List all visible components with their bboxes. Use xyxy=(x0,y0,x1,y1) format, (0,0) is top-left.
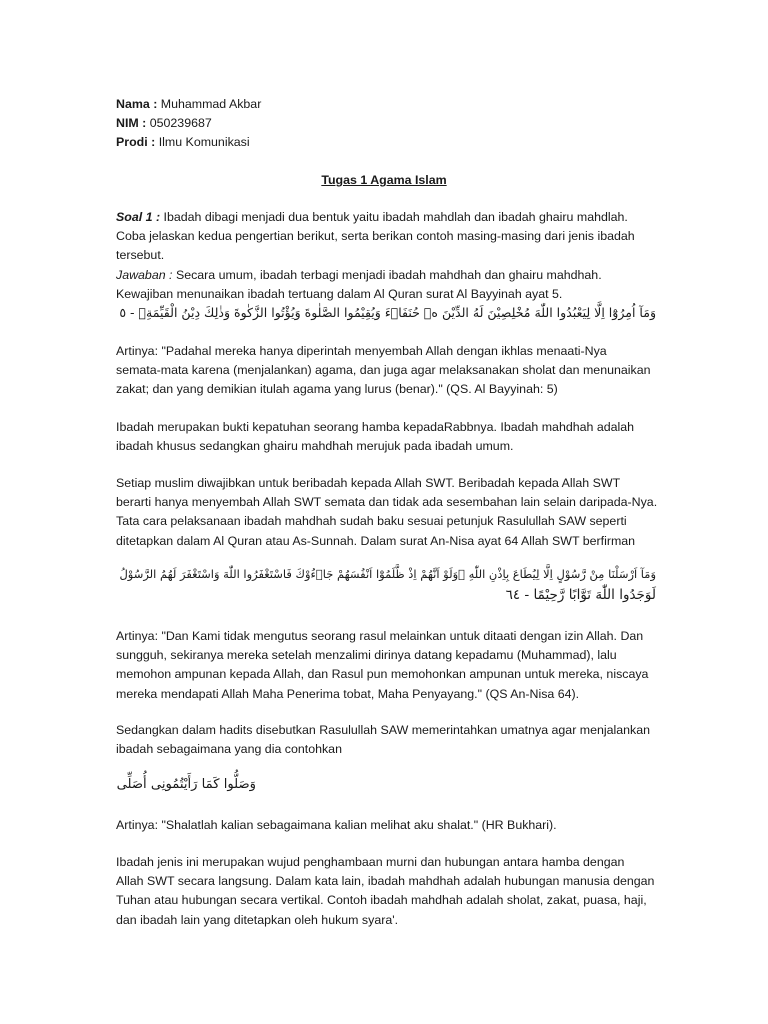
prodi-label: Prodi : xyxy=(116,135,156,150)
soal-line-2: Coba jelaskan kedua pengertian berikut, serta berikan contoh masing-masing dari jenis ibadah xyxy=(116,229,635,244)
soal-text-1: Ibadah dibagi menjadi dua bentuk yaitu ibadah mahdlah dan ibadah ghairu mahdlah. xyxy=(163,210,628,224)
translation-al-bayyinah xyxy=(116,342,656,400)
arabic-verse-al-bayyinah: وَمَآ اُمِرُوْٓا اِلَّا لِيَعْبُدُوا اللّٰهَ مُخْلِصِيْنَ لَهُ الدِّيْنَ ەۙ حُنَفَاۤءَ وَيُقِيْمُوا الصَّلٰوةَ وَيُؤْتُوا الزَّكٰوةَ وَذٰلِكَ دِيْنُ الْقَيِّمَةِۗ - ٥ xyxy=(119,305,656,320)
translation-hadith xyxy=(116,816,656,835)
paragraph-line: berarti hanya menyembah Allah SWT semata dan tidak ada sesembahan lain selain daripada-Nya. xyxy=(116,495,658,510)
question-block xyxy=(116,208,656,304)
identity-header xyxy=(116,95,656,153)
soal-label: Soal 1 : xyxy=(116,210,161,224)
jawaban-line-2: Kewajiban menunaikan ibadah tertuang dalam Al Quran surat Al Bayyinah ayat 5. xyxy=(116,286,563,301)
translation-line: sungguh, sekiranya mereka setelah menzalimi dirinya datang kepadamu (Muhammad), lalu xyxy=(116,648,617,663)
translation-line: semata-mata karena (menjalankan) agama, dan juga agar melaksanakan sholat dan menunaikan xyxy=(116,363,651,378)
paragraph-line: ibadah khusus sedangkan ghairu mahdhah merujuk pada ibadah umum. xyxy=(116,439,514,454)
paragraph-line: Tata cara pelaksanaan ibadah mahdhah sudah baku sesuai petunjuk Rasulullah SAW seperti xyxy=(116,514,627,529)
jawaban-text-1: Secara umum, ibadah terbagi menjadi ibadah mahdhah dan ghairu mahdhah. xyxy=(175,267,602,282)
paragraph-line: Tuhan atau hubungan secara vertikal. Contoh ibadah mahdhah adalah sholat, zakat, puasa, haji, xyxy=(116,893,647,908)
nim-line xyxy=(116,114,656,133)
paragraph-3 xyxy=(116,721,656,759)
arabic-hadith: وَصَلُّوا كَمَا رَأَيْتُمُونِى أُصَلِّى xyxy=(116,777,256,792)
arabic-verse-line-1: وَمَآ اَرْسَلْنَا مِنْ رَّسُوْلٍ اِلَّا لِيُطَاعَ بِاِذْنِ اللّٰهِ ۗوَلَوْ اَنَّهُمْ اِذْ ظَّلَمُوْٓا اَنْفُسَهُمْ جَاۤءُوْكَ فَاسْتَغْفَرُوا اللّٰهَ وَاسْتَغْفَرَ لَهُمُ الرَّسُوْلُ xyxy=(119,567,656,581)
soal-line-3: tersebut. xyxy=(116,248,165,263)
paragraph-line: ibadah sebagaimana yang dia contohkan xyxy=(116,742,342,757)
paragraph-line: dan ibadah lain yang ditetapkan oleh hukum syara'. xyxy=(116,912,399,927)
prodi-line xyxy=(116,133,656,152)
paragraph-line: Setiap muslim diwajibkan untuk beribadah kepada Allah SWT. Beribadah kepada Allah SWT xyxy=(116,476,621,490)
nama-value: Muhammad Akbar xyxy=(160,97,262,111)
arabic-verse-line-2: لَوَجَدُوا اللّٰهَ تَوَّابًا رَّحِيْمًا - ٦٤ xyxy=(505,587,656,603)
translation-line: Artinya: "Dan Kami tidak mengutus seorang rasul melainkan untuk ditaati dengan izin Allah. Dan xyxy=(116,629,644,643)
page-title: Tugas 1 Agama Islam xyxy=(321,173,447,187)
paragraph-line: Ibadah jenis ini merupakan wujud penghambaan murni dan hubungan antara hamba dengan xyxy=(116,855,625,869)
nama-line xyxy=(116,95,656,114)
paragraph-line: ditetapkan dalam Al Quran atau As-Sunnah. Dalam surat An-Nisa ayat 64 Allah SWT berfirman xyxy=(116,533,636,548)
translation-an-nisa xyxy=(116,627,656,704)
translation-line: Artinya: "Shalatlah kalian sebagaimana kalian melihat aku shalat." (HR Bukhari). xyxy=(116,818,557,832)
translation-line: Artinya: "Padahal mereka hanya diperintah menyembah Allah dengan ikhlas menaati-Nya xyxy=(116,344,607,358)
soal-line-1 xyxy=(116,208,656,227)
translation-line: mereka mendapati Allah Maha Penerima tobat, Maha Penyayang." (QS An-Nisa 64). xyxy=(116,686,580,701)
paragraph-line: Ibadah merupakan bukti kepatuhan seorang hamba kepadaRabbnya. Ibadah mahdhah adalah xyxy=(116,420,635,434)
title-row xyxy=(0,171,768,190)
paragraph-2 xyxy=(116,474,656,551)
jawaban-line-1 xyxy=(116,266,656,285)
paragraph-line: Sedangkan dalam hadits disebutkan Rasulullah SAW memerintahkan umatnya agar menjalankan xyxy=(116,723,651,737)
paragraph-line: Allah SWT secara langsung. Dalam kata lain, ibadah mahdhah adalah hubungan manusia dengan xyxy=(116,874,655,889)
nim-value: 050239687 xyxy=(149,116,212,131)
nama-label: Nama : xyxy=(116,97,158,111)
jawaban-label: Jawaban : xyxy=(116,267,173,282)
arabic-verse-an-nisa xyxy=(116,564,656,606)
translation-line: zakat; dan yang demikian itulah agama yang lurus (benar)." (QS. Al Bayyinah: 5) xyxy=(116,382,558,397)
prodi-value: Ilmu Komunikasi xyxy=(158,135,250,150)
translation-line: memohon ampunan kepada Allah, dan Rasul pun memohonkan ampunan untuk mereka, niscaya xyxy=(116,667,649,682)
paragraph-4 xyxy=(116,853,656,930)
paragraph-1 xyxy=(116,418,656,456)
nim-label: NIM : xyxy=(116,116,147,131)
